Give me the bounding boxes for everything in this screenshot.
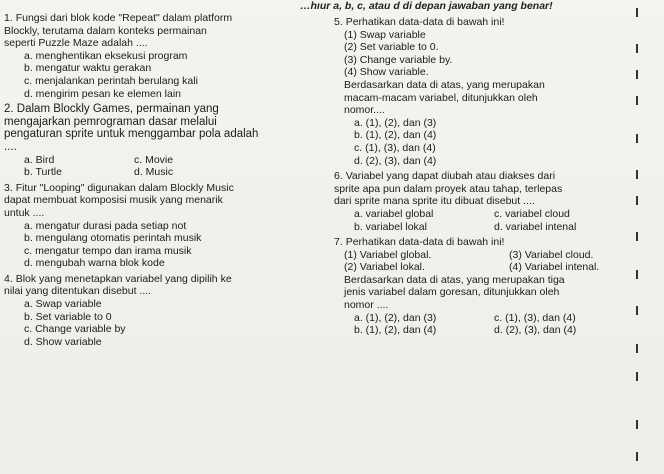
option-b: b. variabel lokal	[354, 220, 427, 233]
options-grid	[24, 154, 304, 179]
question-text: Variabel yang dapat diubah atau diakses dari sprite apa pun dalam proyek atau tahap, terlepas dari sprite mana sprite itu dibuat disebut ....	[334, 170, 563, 208]
option-b: b. (1), (2), dan (4)	[354, 324, 437, 337]
question-text: Fitur "Looping" digunakan dalam Blockly Music dapat membuat komposisi musik yang menarik untuk ....	[4, 181, 234, 219]
right-column	[334, 16, 634, 340]
question-text: Dalam Blockly Games, permainan yang mengajarkan pemrograman dasar melalui pengaturan sprite untuk menggambar pola adalah ....	[4, 103, 259, 153]
margin-tick-marks	[636, 0, 642, 474]
option-a: a. Swap variable	[24, 298, 102, 311]
statements-grid	[344, 249, 634, 274]
option-c: c. (1), (3), dan (4)	[354, 141, 436, 154]
option-c: c. Movie	[134, 153, 174, 166]
tick-mark	[636, 232, 638, 241]
tick-mark	[636, 452, 638, 461]
option-a: a. variabel global	[354, 207, 434, 220]
options-grid	[354, 208, 634, 233]
question-number: 6.	[334, 170, 343, 183]
question-number: 4.	[4, 272, 13, 285]
question-6	[334, 170, 634, 233]
question-4	[4, 273, 304, 349]
left-column	[4, 12, 304, 351]
tick-mark	[636, 420, 638, 429]
tick-mark	[636, 70, 638, 79]
option-d: d. Music	[134, 166, 174, 179]
statement-4: (4) Show variable.	[344, 66, 429, 79]
question-text: Perhatikan data-data di bawah ini!	[345, 16, 505, 28]
option-d: d. Show variable	[24, 335, 102, 348]
question-1	[4, 12, 304, 100]
tick-mark	[636, 44, 638, 53]
option-d: d. (2), (3), dan (4)	[494, 324, 577, 337]
tick-mark	[636, 170, 638, 179]
statement-4: (4) Variabel intenal.	[509, 261, 600, 274]
tick-mark	[636, 372, 638, 381]
question-number: 1.	[4, 12, 13, 24]
question-subtext: Berdasarkan data di atas, yang merupakan macam-macam variabel, ditunjukkan oleh nomor....	[344, 78, 545, 117]
instruction-header: …hıur a, b, c, atau d di depan jawaban yang benar!	[300, 0, 553, 12]
statement-3: (3) Variabel cloud.	[509, 248, 594, 261]
option-b: b. (1), (2), dan (4)	[354, 129, 437, 142]
option-a: a. (1), (2), dan (3)	[354, 311, 437, 324]
statement-2: (2) Variabel lokal.	[344, 261, 425, 274]
option-c: c. menjalankan perintah berulang kali	[24, 74, 198, 87]
question-7	[334, 236, 634, 337]
statement-2: (2) Set variable to 0.	[344, 41, 439, 54]
tick-mark	[636, 8, 638, 17]
tick-mark	[636, 196, 638, 205]
question-number: 2.	[4, 103, 14, 116]
option-d: d. variabel intenal	[494, 220, 577, 233]
question-text: Blok yang menetapkan variabel yang dipilih ke nilai yang ditentukan disebut ....	[4, 272, 232, 298]
statement-3: (3) Change variable by.	[344, 53, 453, 66]
question-text: Fungsi dari blok kode "Repeat" dalam platform Blockly, terutama dalam konteks permainan seperti Puzzle Maze adalah ....	[4, 12, 233, 50]
statement-1: (1) Variabel global.	[344, 248, 432, 261]
option-a: a. menghentikan eksekusi program	[24, 49, 188, 62]
statement-1: (1) Swap variable	[344, 28, 426, 41]
question-number: 5.	[334, 16, 343, 28]
question-5	[334, 16, 634, 167]
option-b: b. mengulang otomatis perintah musik	[24, 232, 202, 245]
option-c: c. (1), (3), dan (4)	[494, 311, 576, 324]
question-subtext: Berdasarkan data di atas, yang merupakan tiga jenis variabel dalam goresan, ditunjukkan oleh nomor ....	[344, 273, 565, 312]
tick-mark	[636, 270, 638, 279]
tick-mark	[636, 306, 638, 315]
question-3	[4, 182, 304, 270]
option-d: d. (2), (3), dan (4)	[354, 154, 437, 167]
question-number: 3.	[4, 181, 13, 194]
option-b: b. Turtle	[24, 166, 62, 179]
option-b: b. Set variable to 0	[24, 310, 112, 323]
option-c: c. variabel cloud	[494, 207, 570, 220]
tick-mark	[636, 344, 638, 353]
question-text: Perhatikan data-data di bawah ini!	[345, 236, 505, 249]
question-number: 7.	[334, 236, 343, 249]
tick-mark	[636, 96, 638, 105]
option-a: a. Bird	[24, 153, 55, 166]
tick-mark	[636, 134, 638, 143]
option-b: b. mengatur waktu gerakan	[24, 62, 152, 75]
option-a: a. (1), (2), dan (3)	[354, 116, 437, 129]
question-2	[4, 103, 304, 179]
option-d: d. mengirim pesan ke elemen lain	[24, 87, 181, 100]
options-grid	[354, 312, 634, 337]
option-c: c. Change variable by	[24, 323, 126, 336]
option-c: c. mengatur tempo dan irama musik	[24, 244, 192, 257]
option-d: d. mengubah warna blok kode	[24, 257, 165, 270]
option-a: a. mengatur durasi pada setiap not	[24, 219, 187, 232]
